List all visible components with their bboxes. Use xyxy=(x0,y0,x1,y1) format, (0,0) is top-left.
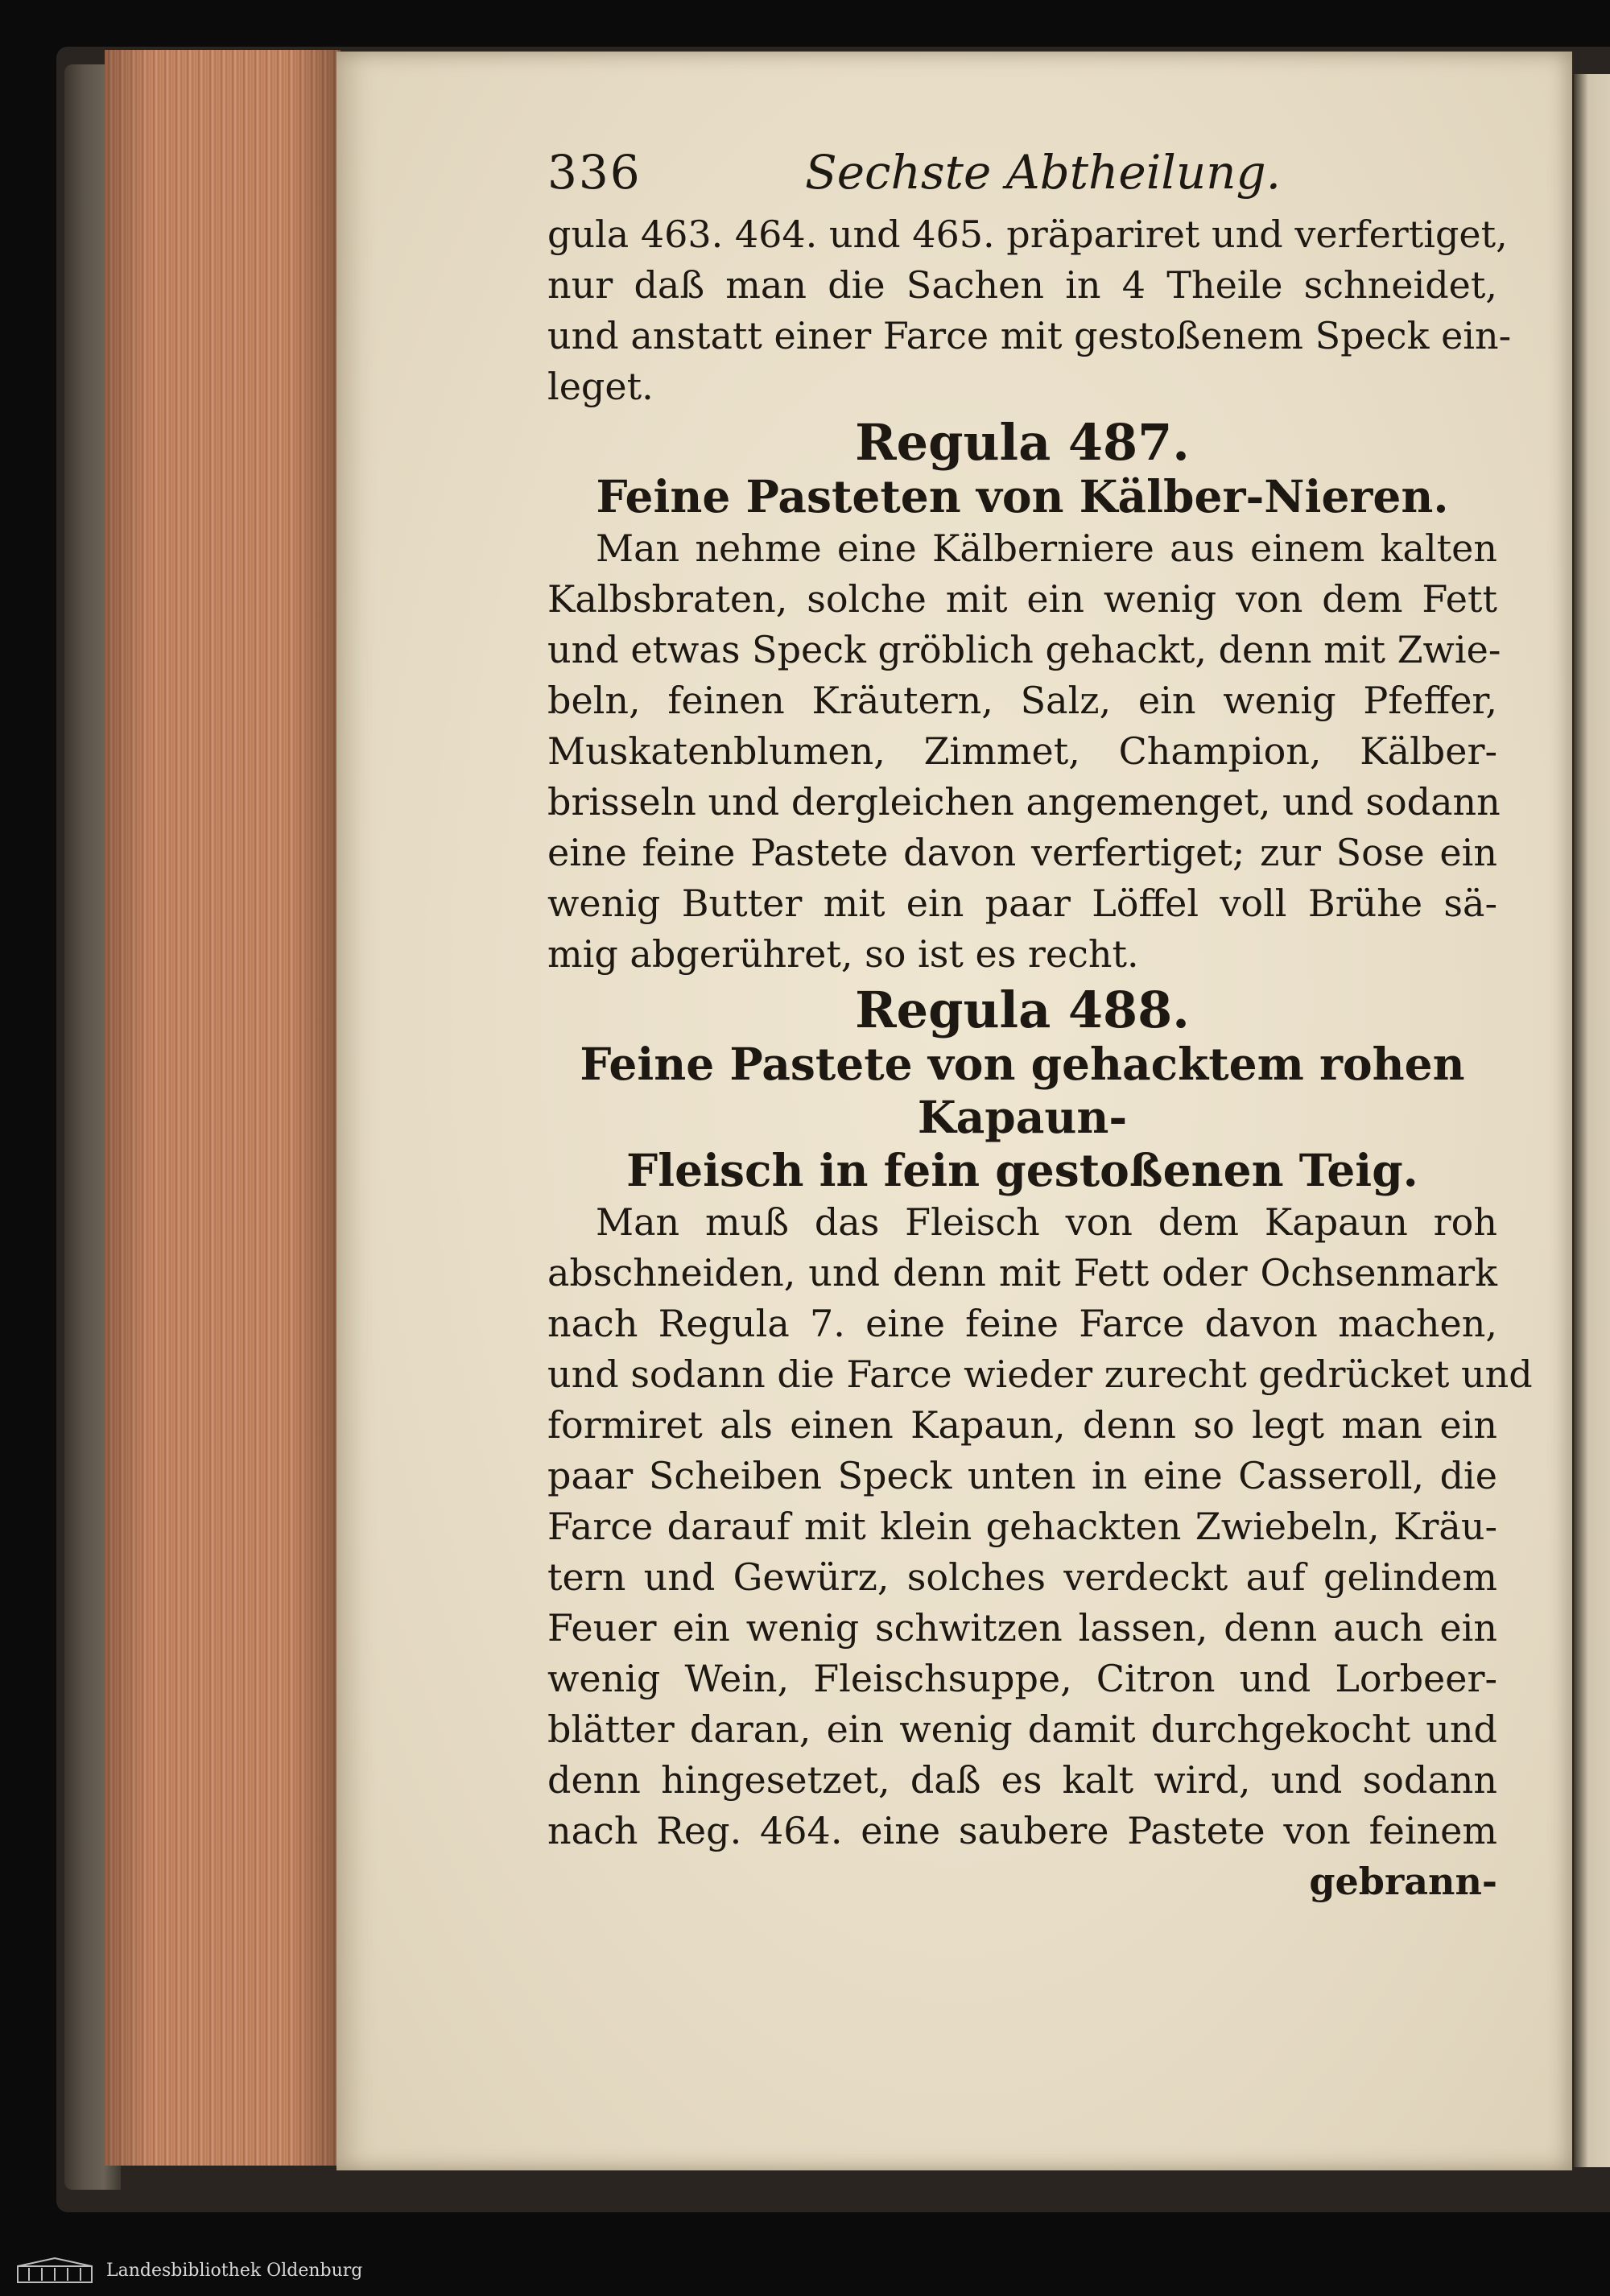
text-line: wenig Butter mit ein paar Löffel voll Brühe sä- xyxy=(547,882,1497,925)
section-heading: Regula 487. xyxy=(855,413,1190,472)
text-line: formiret als einen Kapaun, denn so legt man ein xyxy=(547,1403,1497,1447)
text-line: abschneiden, und denn mit Fett oder Ochsenmark xyxy=(547,1251,1497,1295)
text-line: leget. xyxy=(547,365,654,408)
text-line: Muskatenblumen, Zimmet, Champion, Kälber- xyxy=(547,729,1497,773)
text-line: Farce darauf mit klein gehackten Zwiebeln, Kräu- xyxy=(547,1505,1497,1548)
text-line: Feuer ein wenig schwitzen lassen, denn auch ein xyxy=(547,1606,1497,1650)
section-paragraph xyxy=(547,523,1501,980)
section-subtitle: Fleisch in fein gestoßenen Teig. xyxy=(626,1144,1418,1196)
text-line: mig abgerühret, so ist es recht. xyxy=(547,932,1139,976)
catchword: gebrann- xyxy=(1309,1860,1497,1903)
section-heading: Regula 488. xyxy=(855,981,1190,1039)
text-line: blätter daran, ein wenig damit durchgekocht und xyxy=(547,1708,1497,1751)
text-line: brisseln und dergleichen angemenget, und sodann xyxy=(547,780,1501,824)
facing-page-edge xyxy=(1574,74,1610,2167)
text-line: gula 463. 464. und 465. präpariret und verfertiget, xyxy=(547,213,1508,256)
text-line: und anstatt einer Farce mit gestoßenem Speck ein- xyxy=(547,314,1512,357)
text-block xyxy=(547,137,1533,1907)
running-head xyxy=(547,137,1497,209)
running-head-title: Sechste Abtheilung. xyxy=(805,145,1282,200)
text-line: Kalbsbraten, solche mit ein wenig von dem Fett xyxy=(547,577,1497,621)
page-number: 336 xyxy=(547,145,642,200)
section-subtitle: Feine Pasteten von Kälber-Nieren. xyxy=(596,470,1449,522)
text-line: beln, feinen Kräutern, Salz, ein wenig Pfeffer, xyxy=(547,679,1497,722)
text-line: und etwas Speck gröblich gehackt, denn mit Zwie- xyxy=(547,628,1501,671)
library-footer xyxy=(16,2254,362,2286)
text-line: denn hingesetzet, daß es kalt wird, und sodann xyxy=(547,1758,1497,1802)
text-line: wenig Wein, Fleischsuppe, Citron und Lorbeer- xyxy=(547,1657,1497,1700)
text-line: Man nehme eine Kälberniere aus einem kalten xyxy=(596,527,1497,570)
text-line: nur daß man die Sachen in 4 Theile schneidet, xyxy=(547,263,1497,307)
page-stack-edge xyxy=(105,50,341,2166)
intro-paragraph xyxy=(547,209,1512,412)
section-paragraph xyxy=(547,1197,1533,1856)
section-subtitle: Feine Pastete von gehacktem rohen Kapaun- xyxy=(580,1038,1465,1143)
library-name: Landesbibliothek Oldenburg xyxy=(106,2260,363,2281)
text-line: paar Scheiben Speck unten in eine Casseroll, die xyxy=(547,1454,1497,1497)
text-line: und sodann die Farce wieder zurecht gedrücket und xyxy=(547,1352,1533,1396)
library-building-icon xyxy=(16,2257,93,2284)
text-line: nach Regula 7. eine feine Farce davon machen, xyxy=(547,1302,1497,1345)
text-line: tern und Gewürz, solches verdeckt auf gelindem xyxy=(547,1555,1497,1599)
text-line: eine feine Pastete davon verfertiget; zur Sose ein xyxy=(547,831,1497,874)
text-line: Man muß das Fleisch von dem Kapaun roh xyxy=(596,1200,1497,1244)
text-line: nach Reg. 464. eine saubere Pastete von feinem xyxy=(547,1809,1497,1852)
